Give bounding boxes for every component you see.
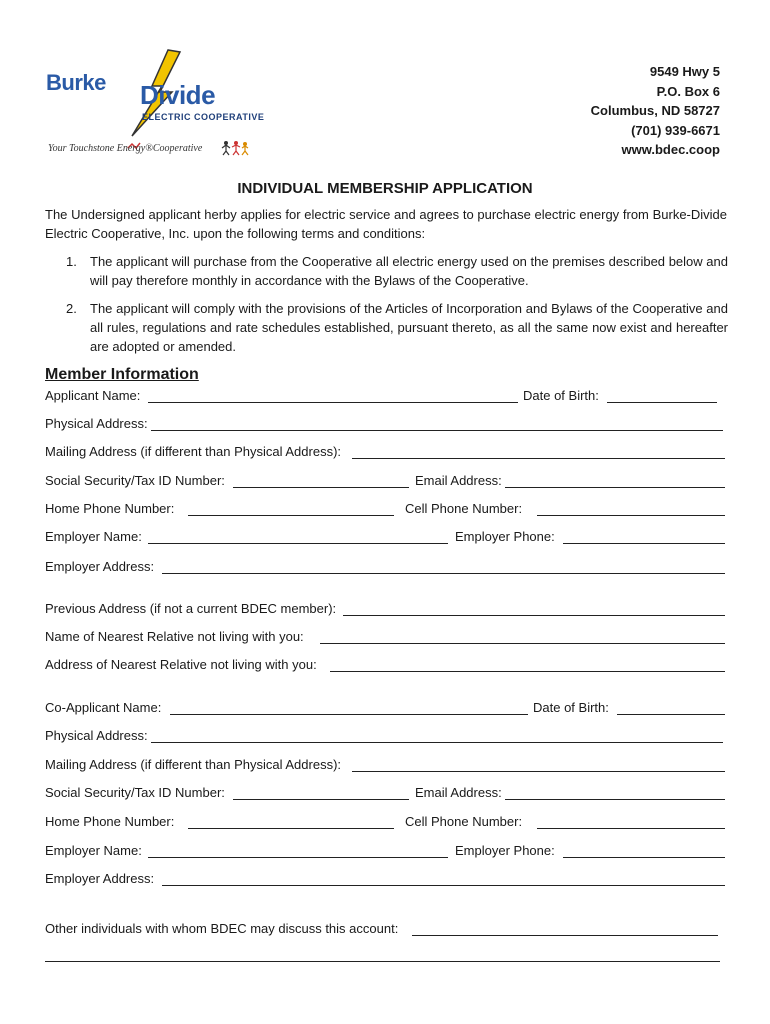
other-individuals-field[interactable] (412, 935, 718, 936)
company-address (591, 62, 720, 160)
coapplicant-ssn-label: Social Security/Tax ID Number: (45, 785, 225, 800)
address-city: Columbus, ND 58727 (590, 103, 720, 118)
coapplicant-dob-label: Date of Birth: (533, 700, 609, 715)
previous-address-field[interactable] (343, 615, 725, 616)
section-title-member-info: Member Information (45, 366, 199, 383)
coapplicant-employer-address-label: Employer Address: (45, 871, 155, 886)
term-number: 1. (66, 254, 77, 269)
applicant-mailing-label: Mailing Address (if different than Physical Address): (45, 444, 342, 459)
logo-tagline: Your Touchstone Energy®Cooperative (48, 143, 203, 154)
coapplicant-physical-field[interactable] (151, 742, 723, 743)
applicant-employer-label: Employer Name: (45, 529, 142, 544)
address-website: www.bdec.coop (621, 142, 720, 157)
coapplicant-employer-phone-field[interactable] (563, 857, 725, 858)
coapplicant-dob-field[interactable] (617, 714, 725, 715)
applicant-employer-phone-label: Employer Phone: (455, 529, 555, 544)
applicant-home-phone-field[interactable] (188, 515, 394, 516)
coapplicant-mailing-field[interactable] (352, 771, 725, 772)
logo-subtitle: ELECTRIC COOPERATIVE (142, 112, 265, 122)
previous-address-label: Previous Address (if not a current BDEC member): (45, 601, 337, 616)
applicant-employer-field[interactable] (148, 543, 448, 544)
applicant-dob-field[interactable] (607, 402, 717, 403)
coapplicant-home-phone-field[interactable] (188, 828, 394, 829)
page-title: INDIVIDUAL MEMBERSHIP APPLICATION (237, 180, 533, 197)
coapplicant-employer-label: Employer Name: (45, 843, 142, 858)
term-text: The applicant will purchase from the Cooperative all electric energy used on the premises described below and will pay therefore monthly in accordance with the Bylaws of the Cooperative. (90, 254, 728, 288)
other-individuals-label: Other individuals with whom BDEC may discuss this account: (45, 921, 399, 936)
applicant-employer-phone-field[interactable] (563, 543, 725, 544)
coapplicant-email-field[interactable] (505, 799, 725, 800)
relative-address-field[interactable] (330, 671, 725, 672)
relative-address-label: Address of Nearest Relative not living with you: (45, 657, 317, 672)
relative-name-label: Name of Nearest Relative not living with you: (45, 629, 304, 644)
coapplicant-mailing-label: Mailing Address (if different than Physical Address): (45, 757, 342, 772)
address-phone: (701) 939-6671 (631, 122, 720, 138)
coapplicant-employer-field[interactable] (148, 857, 448, 858)
coapplicant-home-phone-label: Home Phone Number: (45, 814, 175, 829)
address-street: 9549 Hwy 5 (649, 64, 720, 79)
coapplicant-email-label: Email Address: (415, 785, 502, 800)
company-logo (40, 48, 280, 163)
coapplicant-cell-phone-field[interactable] (537, 828, 725, 829)
coapplicant-physical-label: Physical Address: (45, 728, 148, 743)
applicant-dob-label: Date of Birth: (523, 388, 599, 403)
coapplicant-employer-address-field[interactable] (162, 885, 725, 886)
applicant-employer-address-field[interactable] (162, 573, 725, 574)
coapplicant-name-field[interactable] (170, 714, 528, 715)
coapplicant-name-label: Co-Applicant Name: (45, 700, 162, 715)
coapplicant-employer-phone-label: Employer Phone: (455, 843, 555, 858)
applicant-email-field[interactable] (505, 487, 725, 488)
term-item (66, 252, 728, 290)
applicant-employer-address-label: Employer Address: (45, 559, 155, 574)
applicant-ssn-field[interactable] (233, 487, 409, 488)
address-po-box: P.O. Box 6 (656, 83, 720, 99)
applicant-cell-phone-field[interactable] (537, 515, 725, 516)
relative-name-field[interactable] (320, 643, 725, 644)
intro-paragraph: The Undersigned applicant herby applies for electric service and agrees to purchase electric energy from Burke-Divide Electric Cooperative, Inc. upon the following terms and conditions: (45, 207, 727, 241)
term-text: The applicant will comply with the provisions of the Articles of Incorporation and Bylaws of the Cooperative and all rules, regulations and rate schedules established, pursuant thereto, as all the same now exist and hereafter are adopted or amended. (90, 301, 728, 354)
applicant-email-label: Email Address: (415, 473, 502, 488)
logo-word-divide: Divide (140, 80, 216, 110)
applicant-home-phone-label: Home Phone Number: (45, 501, 175, 516)
applicant-cell-phone-label: Cell Phone Number: (405, 501, 523, 516)
touchstone-people-icon (220, 140, 250, 156)
applicant-ssn-label: Social Security/Tax ID Number: (45, 473, 225, 488)
applicant-name-field[interactable] (148, 402, 518, 403)
applicant-name-label: Applicant Name: (45, 388, 141, 403)
applicant-mailing-field[interactable] (352, 458, 725, 459)
term-item (66, 299, 728, 356)
term-number: 2. (66, 301, 77, 316)
applicant-physical-field[interactable] (151, 430, 723, 431)
coapplicant-cell-phone-label: Cell Phone Number: (405, 814, 523, 829)
other-individuals-field-line2[interactable] (45, 961, 720, 962)
logo-word-burke: Burke (46, 70, 106, 95)
applicant-physical-label: Physical Address: (45, 416, 148, 431)
coapplicant-ssn-field[interactable] (233, 799, 409, 800)
